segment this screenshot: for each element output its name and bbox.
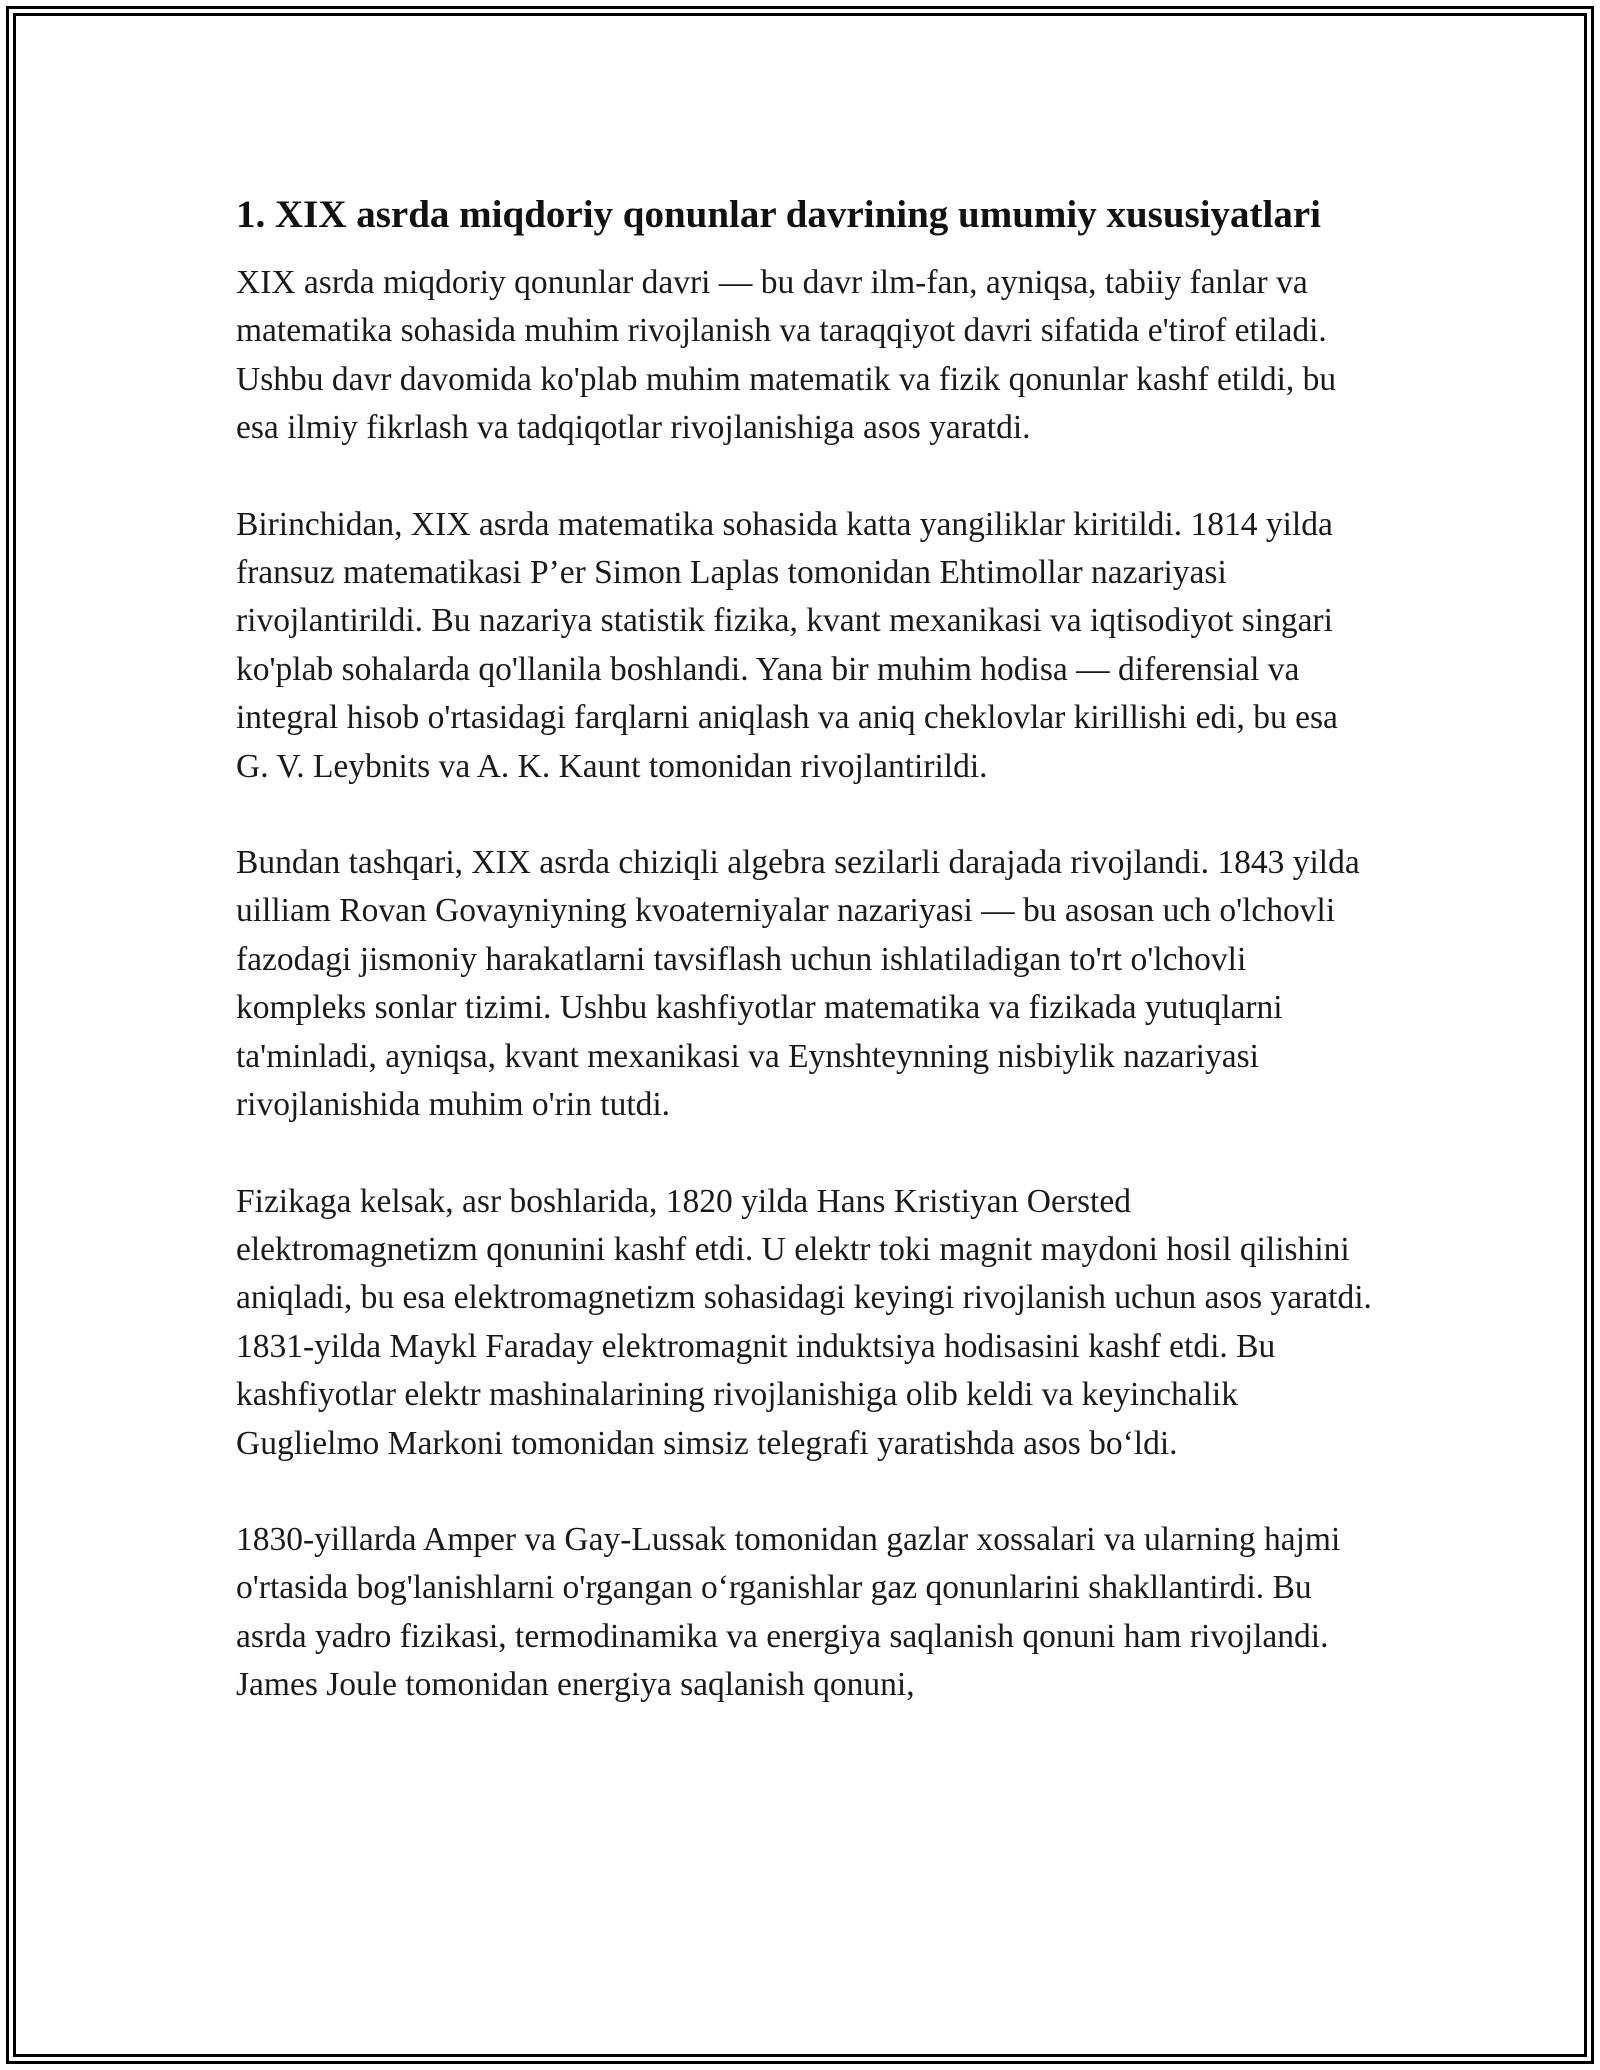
paragraph-intro: XIX asrda miqdoriy qonunlar davri — bu davr ilm-fan, ayniqsa, tabiiy fanlar va matematika sohasida muhim rivojlanish va taraqqiyot davri sifatida e'tirof etiladi. Ushbu davr davomida ko'plab muhim matematik va fizik qonunlar kashf etildi, bu esa ilmiy fikrlash va tadqiqotlar rivojlanishiga asos yaratdi. bbox=[236, 264, 1337, 447]
paragraph-physics: Fizikaga kelsak, asr boshlarida, 1820 yilda Hans Kristiyan Oersted elektromagnetizm qonunini kashf etdi. U elektr toki magnit maydoni hosil qilishini aniqladi, bu esa elektromagnetizm sohasidagi keyingi rivojlanish uchun asos yaratdi. 1831-yilda Maykl Faraday elektromagnit induktsiya hodisasini kashf etdi. Bu kashfiyotlar elektr mashinalarining rivojlanishiga olib keldi va keyinchalik Guglielmo Markoni tomonidan simsiz telegrafi yaratishda asos bo‘ldi. bbox=[236, 1182, 1372, 1462]
paragraph-gas-laws: 1830-yillarda Amper va Gay-Lussak tomonidan gazlar xossalari va ularning hajmi o'rtasida bog'lanishlarni o'rgangan o‘rganishlar gaz qonunlarini shakllantirdi. Bu asrda yadro fizikasi, termodinamika va energiya saqlanish qonuni ham rivojlandi. James Joule tomonidan energiya saqlanish qonuni, bbox=[236, 1520, 1341, 1704]
paragraph-linear-algebra: Bundan tashqari, XIX asrda chiziqli algebra sezilarli darajada rivojlandi. 1843 yilda uilliam Rovan Govayniyning kvoaterniyalar nazariyasi — bu asosan uch o'lchovli fazodagi jismoniy harakatlarni tavsiflash uchun ishlatiladigan to'rt o'lchovli kompleks sonlar tizimi. Ushbu kashfiyotlar matematika va fizikada yutuqlarni ta'minladi, ayniqsa, kvant mexanikasi va Eynshteynning nisbiylik nazariyasi rivojlanishida muhim o'rin tutdi. bbox=[236, 844, 1360, 1124]
section-heading: 1. XIX asrda miqdoriy qonunlar davrining umumiy xususiyatlari bbox=[236, 193, 1322, 236]
document-body bbox=[236, 186, 1376, 1758]
paragraph-mathematics: Birinchidan, XIX asrda matematika sohasida katta yangiliklar kiritildi. 1814 yilda fransuz matematikasi P’er Simon Laplas tomonidan Ehtimollar nazariyasi rivojlantirildi. Bu nazariya statistik fizika, kvant mexanikasi va iqtisodiyot singari ko'plab sohalarda qo'llanila boshlandi. Yana bir muhim hodisa — diferensial va integral hisob o'rtasidagi farqlarni aniqlash va aniq cheklovlar kirillishi edi, bu esa G. V. Leybnits va A. K. Kaunt tomonidan rivojlantirildi. bbox=[236, 505, 1338, 785]
